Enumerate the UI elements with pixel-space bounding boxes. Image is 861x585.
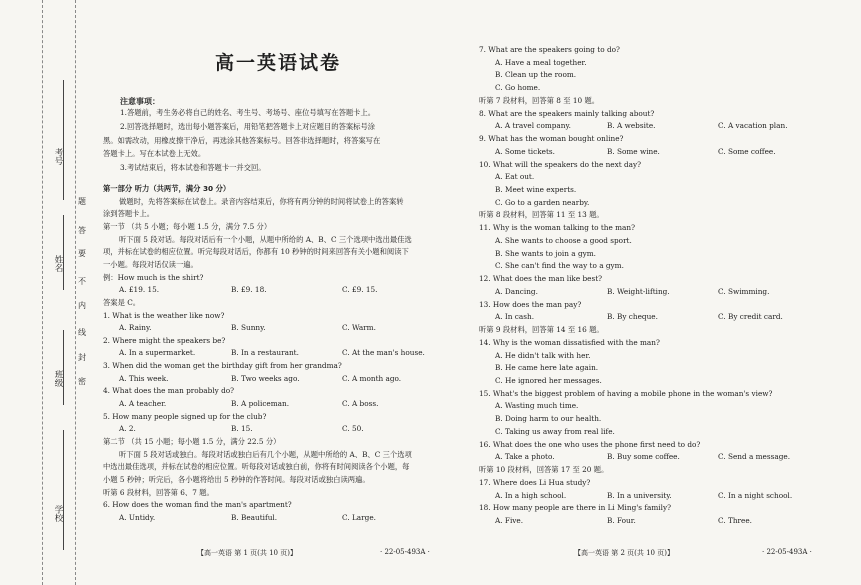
option-b: B. Four. — [607, 516, 636, 525]
option-c: C. Swimming. — [718, 286, 770, 296]
notice-heading: 注意事项： — [120, 97, 160, 106]
option-line: C. Go to a garden nearby. — [495, 197, 590, 207]
option-a: A. Take a photo. — [495, 452, 555, 462]
binding-warning-char: 题 — [78, 197, 86, 206]
question-stem: 1. What is the weather like now? — [103, 310, 225, 320]
option-line: C. Go home. — [495, 83, 541, 93]
footer-code-left: · 22-05-493A · — [380, 548, 430, 556]
binding-warning-char: 密 — [78, 377, 86, 386]
option-line: C. He ignored her messages. — [495, 375, 602, 385]
option-a: A. Untidy. — [119, 512, 156, 522]
option-b: B. A policeman. — [231, 399, 290, 409]
instruction-line: 听下面 5 段对话。每段对话后有一个小题，从题中所给的 A、B、C 三个选项中选出最佳选 — [119, 234, 412, 244]
option-a: A. A travel company. — [495, 121, 571, 131]
binding-warning-char: 要 — [78, 249, 86, 258]
text-line: 一小题。每段对话仅读一遍。 — [103, 259, 198, 269]
notice-line: 3.考试结束后，将本试卷和答题卡一并交回。 — [120, 163, 266, 172]
name-label: 姓名 — [53, 255, 63, 272]
instruction-line: 听下面 5 段对话或独白。每段对话或独白后有几个小题，从题中所给的 A、B、C 三个选项 — [119, 449, 412, 459]
text-line: 涂到答题卡上。 — [103, 209, 155, 219]
option-c: C. A boss. — [342, 399, 379, 409]
option-b: B. Weight-lifting. — [607, 286, 670, 296]
notice-line: 黑。如需改动，用橡皮擦干净后，再选涂其他答案标号。回答非选择题时，将答案写在 — [103, 136, 381, 145]
question-stem: 4. What does the man probably do? — [103, 386, 235, 396]
question-stem: 2. Where might the speakers be? — [103, 335, 226, 345]
school-label: 学校 — [53, 505, 63, 522]
option-a: A. In cash. — [495, 312, 535, 322]
option-a: A. Some tickets. — [495, 146, 555, 156]
binding-margin — [0, 0, 92, 585]
question-stem: 18. How many people are there in Li Ming's family? — [479, 503, 672, 513]
option-c: C. Three. — [718, 516, 752, 525]
option-line: C. She can't find the way to a gym. — [495, 261, 624, 271]
option-c: C. Send a message. — [718, 452, 791, 462]
question-stem: 13. How does the man pay? — [479, 299, 582, 309]
text-line: 第一节 （共 5 小题；每小题 1.5 分，满分 7.5 分） — [103, 221, 272, 231]
text-line: 第二节 （共 15 小题；每小题 1.5 分，满分 22.5 分） — [103, 437, 281, 446]
notice-line: 答题卡上。写在本试卷上无效。 — [103, 149, 206, 158]
notice-line: 1.答题前，考生务必将自己的姓名、考生号、考场号、座位号填写在答题卡上。 — [120, 108, 376, 117]
question-stem: 8. What are the speakers mainly talking about? — [479, 108, 655, 118]
option-c: C. Warm. — [342, 323, 376, 333]
option-line: A. Wasting much time. — [495, 401, 579, 411]
option-b: B. Sunny. — [231, 323, 266, 333]
option-line: B. Meet wine experts. — [495, 185, 577, 195]
question-stem: 10. What will the speakers do the next day? — [479, 159, 642, 169]
option-line: A. Have a meal together. — [495, 57, 587, 67]
option-c: C. A month ago. — [342, 373, 402, 383]
text-line: 听第 7 段材料，回答第 8 至 10 题。 — [479, 95, 600, 105]
option-a: A. In a supermarket. — [119, 348, 196, 358]
question-stem: 5. How many people signed up for the club? — [103, 411, 267, 421]
binding-warning-char: 内 — [78, 301, 86, 310]
question-stem: 17. Where does Li Hua study? — [479, 477, 591, 487]
option-c: C. At the man's house. — [342, 348, 425, 358]
option-b: B. Some wine. — [607, 146, 660, 156]
option-line: A. She wants to choose a good sport. — [495, 235, 632, 245]
text-line: 听第 10 段材料，回答第 17 至 20 题。 — [479, 465, 609, 475]
binding-warning-char: 封 — [78, 353, 86, 362]
text-line: 小题 5 秒钟；听完后，各小题将给出 5 秒钟的作答时间。每段对话或独白读两遍。 — [103, 474, 370, 484]
question-stem: 14. Why is the woman dissatisfied with the man? — [479, 337, 660, 347]
question-stem: 7. What are the speakers going to do? — [479, 45, 620, 54]
class-line — [63, 330, 64, 405]
option-line: B. She wants to join a gym. — [495, 248, 596, 258]
binding-dashed-line — [75, 0, 76, 585]
option-b: B. Beautiful. — [231, 512, 278, 522]
option-c: C. By credit card. — [718, 312, 783, 322]
question-stem: 11. Why is the woman talking to the man? — [479, 223, 636, 233]
option-c: C. A vacation plan. — [718, 121, 788, 131]
option-c: C. Some coffee. — [718, 146, 776, 156]
question-stem: 9. What has the woman bought online? — [479, 134, 624, 144]
text-line: 听第 8 段材料，回答第 11 至 13 题。 — [479, 210, 604, 220]
exam-number-label: 考号 — [53, 148, 63, 165]
binding-dashed-line — [42, 0, 43, 585]
option-line: B. Doing harm to our health. — [495, 414, 602, 424]
option-b: B. In a university. — [607, 490, 672, 500]
option-a: A. A teacher. — [119, 399, 167, 409]
section-heading: 第一部分 听力（共两节，满分 30 分） — [103, 184, 231, 193]
option-line: B. Clean up the room. — [495, 70, 577, 80]
option-c: C. In a night school. — [718, 490, 793, 500]
page-title: 高一英语试卷 — [215, 52, 342, 74]
instruction-line: 做题时，先将答案标在试卷上。录音内容结束后，你将有两分钟的时间将试卷上的答案转 — [119, 196, 404, 206]
option-a: A. Dancing. — [495, 286, 538, 296]
text-line: 答案是 C。 — [103, 297, 141, 307]
option-b: B. A website. — [607, 121, 656, 131]
footer-code-right: · 22-05-493A · — [762, 548, 812, 556]
option-line: B. He came here late again. — [495, 363, 599, 373]
notice-line: 2.回答选择题时，选出每小题答案后，用铅笔把答题卡上对应题目的答案标号涂 — [120, 122, 376, 131]
option-line: C. Taking us away from real life. — [495, 426, 615, 436]
question-stem: 3. When did the woman get the birthday gift from her grandma? — [103, 361, 342, 371]
question-stem: 6. How does the woman find the man's apartment? — [103, 500, 292, 510]
text-line: 听第 9 段材料，回答第 14 至 16 题。 — [479, 325, 604, 335]
option-b: B. Two weeks ago. — [231, 373, 300, 383]
option-b: B. £9. 18. — [231, 285, 267, 295]
option-c: C. 50. — [342, 424, 364, 434]
text-line: 听第 6 段材料，回答第 6、7 题。 — [103, 487, 214, 497]
option-a: A. This week. — [119, 373, 169, 383]
option-a: A. 2. — [119, 424, 136, 434]
footer-page-right: 【高一英语 第 2 页(共 10 页)】 — [574, 549, 674, 557]
school-line — [63, 430, 64, 550]
option-a: A. In a high school. — [495, 490, 567, 500]
option-c: C. £9. 15. — [342, 285, 378, 295]
question-stem: 16. What does the one who uses the phone first need to do? — [479, 439, 701, 449]
option-a: A. Five. — [495, 516, 524, 525]
option-a: A. £19. 15. — [119, 285, 160, 295]
binding-warning-char: 答 — [78, 226, 86, 235]
footer-page-left: 【高一英语 第 1 页(共 10 页)】 — [197, 549, 297, 557]
class-label: 班级 — [53, 370, 63, 387]
text-line: 项，并标在试卷的相应位置。听完每段对话后，你都有 10 秒钟的时间来回答有关小题和阅读下 — [103, 247, 409, 257]
option-b: B. In a restaurant. — [231, 348, 299, 358]
text-line: 中选出最佳选项，并标在试卷的相应位置。听每段对话或独白前，你将有时间阅读各个小题，每 — [103, 462, 410, 472]
option-line: A. He didn't talk with her. — [495, 350, 591, 360]
option-b: B. Buy some coffee. — [607, 452, 680, 462]
binding-warning-char: 不 — [78, 277, 86, 286]
exam-number-line — [63, 80, 64, 200]
option-c: C. Large. — [342, 512, 376, 522]
option-b: B. By cheque. — [607, 312, 658, 322]
option-line: A. Eat out. — [495, 172, 535, 182]
name-line — [63, 215, 64, 290]
question-stem: 12. What does the man like best? — [479, 274, 603, 284]
text-line: 例：How much is the shirt? — [103, 272, 204, 282]
option-b: B. 15. — [231, 424, 253, 434]
binding-warning-char: 线 — [78, 328, 86, 337]
question-stem: 15. What's the biggest problem of having a mobile phone in the woman's view? — [479, 388, 773, 398]
option-a: A. Rainy. — [119, 323, 152, 333]
